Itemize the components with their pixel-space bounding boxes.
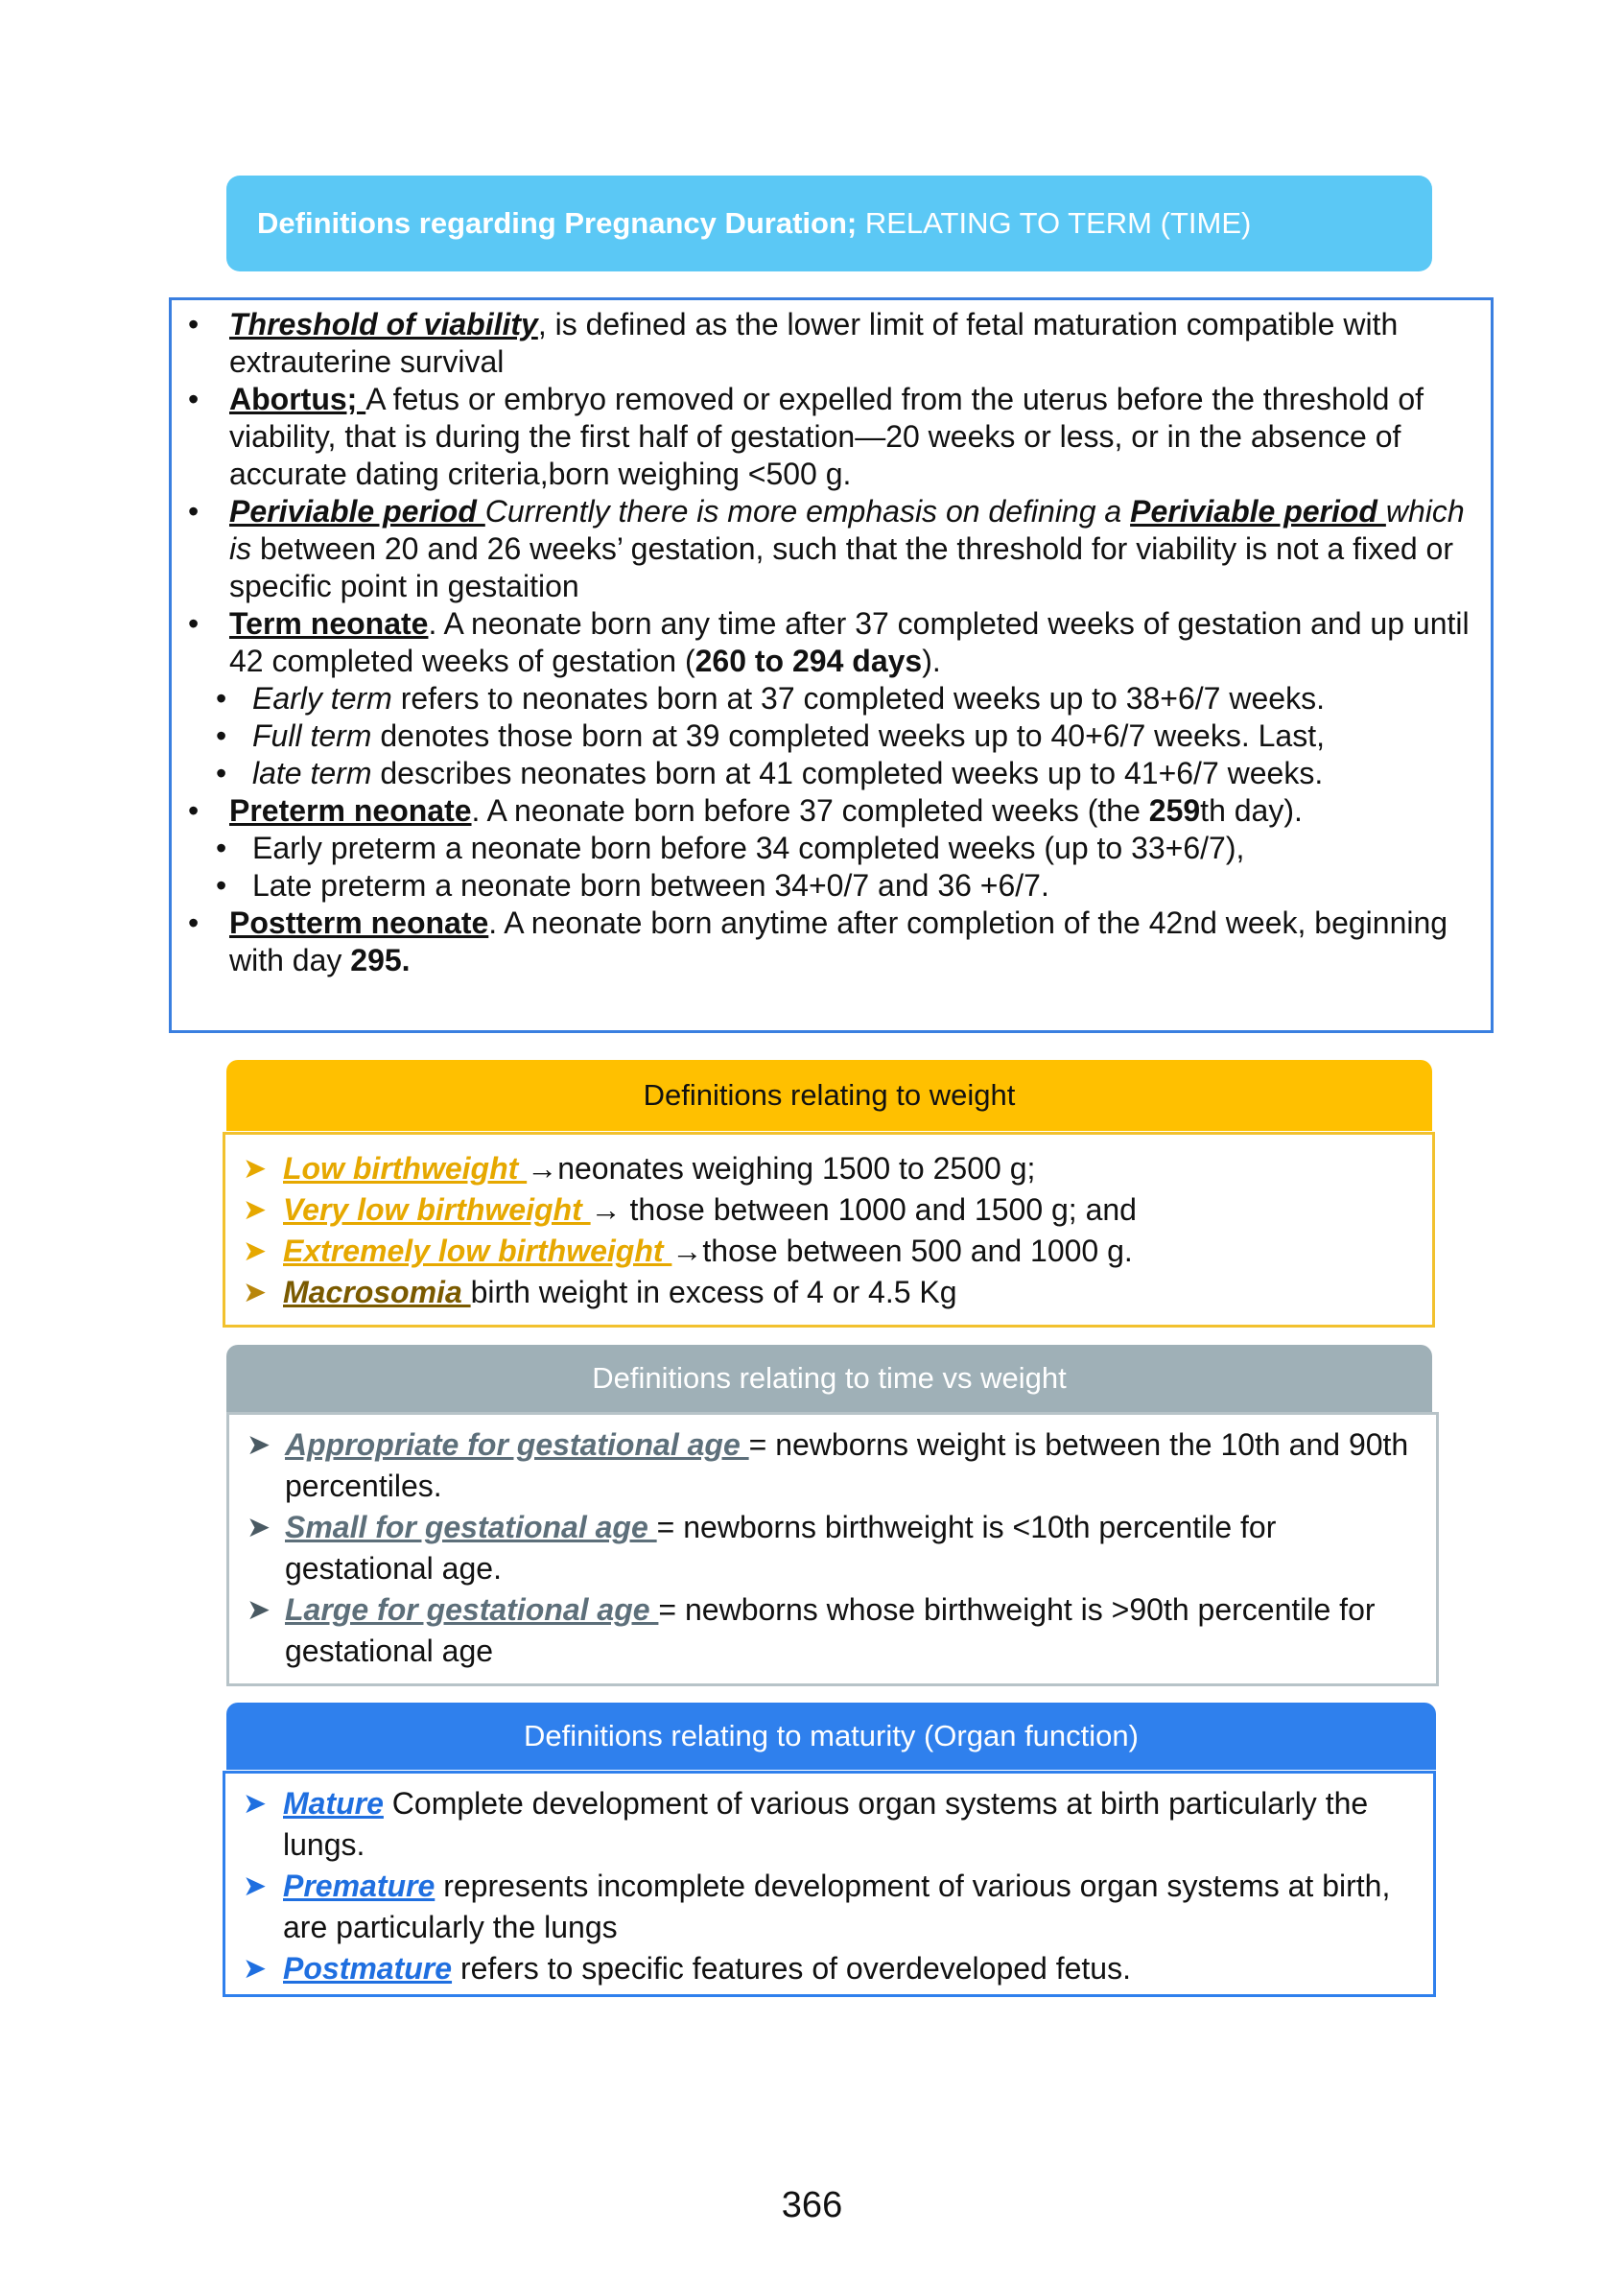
def-early-term: • Early term refers to neonates born at 37 completed weeks up to 38+6/7 weeks. [172,680,1491,717]
def-late-term: • late term describes neonates born at 41 completed weeks up to 41+6/7 weeks. [172,755,1491,792]
def-appropriate-for-gestational-age: ➤ Appropriate for gestational age = newborns weight is between the 10th and 90th percentiles. [247,1427,1409,1503]
def-preterm-neonate: • Preterm neonate. A neonate born before 37 completed weeks (the 259th day). [172,792,1491,830]
def-periviable-period: • Periviable period Currently there is more emphasis on defining a Periviable period which is between 20 and 26 weeks’ gestation, such that the threshold for viability is not a fixed or specific point in gestaition [172,493,1471,605]
section-header-maturity: Definitions relating to maturity (Organ function) [226,1703,1436,1770]
def-premature: ➤ Premature represents incomplete development of various organ systems at birth, are particularly the lungs [243,1869,1391,1944]
def-early-preterm: • Early preterm a neonate born before 34 completed weeks (up to 33+6/7), [172,830,1491,867]
section-header-weight: Definitions relating to weight [226,1060,1432,1131]
maturity-definitions-box [223,1771,1436,1997]
def-abortus: • Abortus; A fetus or embryo removed or expelled from the uterus before the threshold of viability, that is during the first half of gestation—20 weeks or less, or in the absence of accurate dating criteria,born weighing <500 g. [172,381,1471,493]
weight-definitions-box [223,1132,1435,1328]
def-postmature: ➤ Postmature refers to specific features of overdeveloped fetus. [243,1951,1131,1986]
def-threshold-of-viability: • Threshold of viability, is defined as the lower limit of fetal maturation compatible with extrauterine survival [172,306,1471,381]
def-small-for-gestational-age: ➤ Small for gestational age = newborns birthweight is <10th percentile for gestational age. [247,1510,1277,1586]
def-full-term: • Full term denotes those born at 39 completed weeks up to 40+6/7 weeks. Last, [172,717,1491,755]
page-number: 366 [781,2185,843,2225]
section-header-time-vs-weight: Definitions relating to time vs weight [226,1345,1432,1412]
def-extremely-low-birthweight: ➤ Extremely low birthweight →those between 500 and 1000 g. [243,1234,1133,1268]
def-late-preterm: • Late preterm a neonate born between 34+0/7 and 36 +6/7. [172,867,1491,905]
def-very-low-birthweight: ➤ Very low birthweight → those between 1000 and 1500 g; and [243,1192,1137,1227]
def-mature: ➤ Mature Complete development of various organ systems at birth particularly the lungs. [243,1786,1369,1862]
def-large-for-gestational-age: ➤ Large for gestational age = newborns whose birthweight is >90th percentile for gestational age [247,1592,1376,1668]
def-postterm-neonate: • Postterm neonate. A neonate born anytime after completion of the 42nd week, beginning with day 295. [172,905,1491,979]
def-term-neonate: • Term neonate. A neonate born any time after 37 completed weeks of gestation and up until 42 completed weeks of gestation (260 to 294 days). [172,605,1471,680]
section-header-time: Definitions regarding Pregnancy Duration; RELATING TO TERM (TIME) [226,176,1432,271]
def-low-birthweight: ➤ Low birthweight →neonates weighing 1500 to 2500 g; [243,1151,1036,1186]
time-vs-weight-definitions-box [226,1412,1439,1686]
def-macrosomia: ➤ Macrosomia birth weight in excess of 4 or 4.5 Kg [243,1275,957,1309]
time-definitions-box [169,297,1494,1033]
